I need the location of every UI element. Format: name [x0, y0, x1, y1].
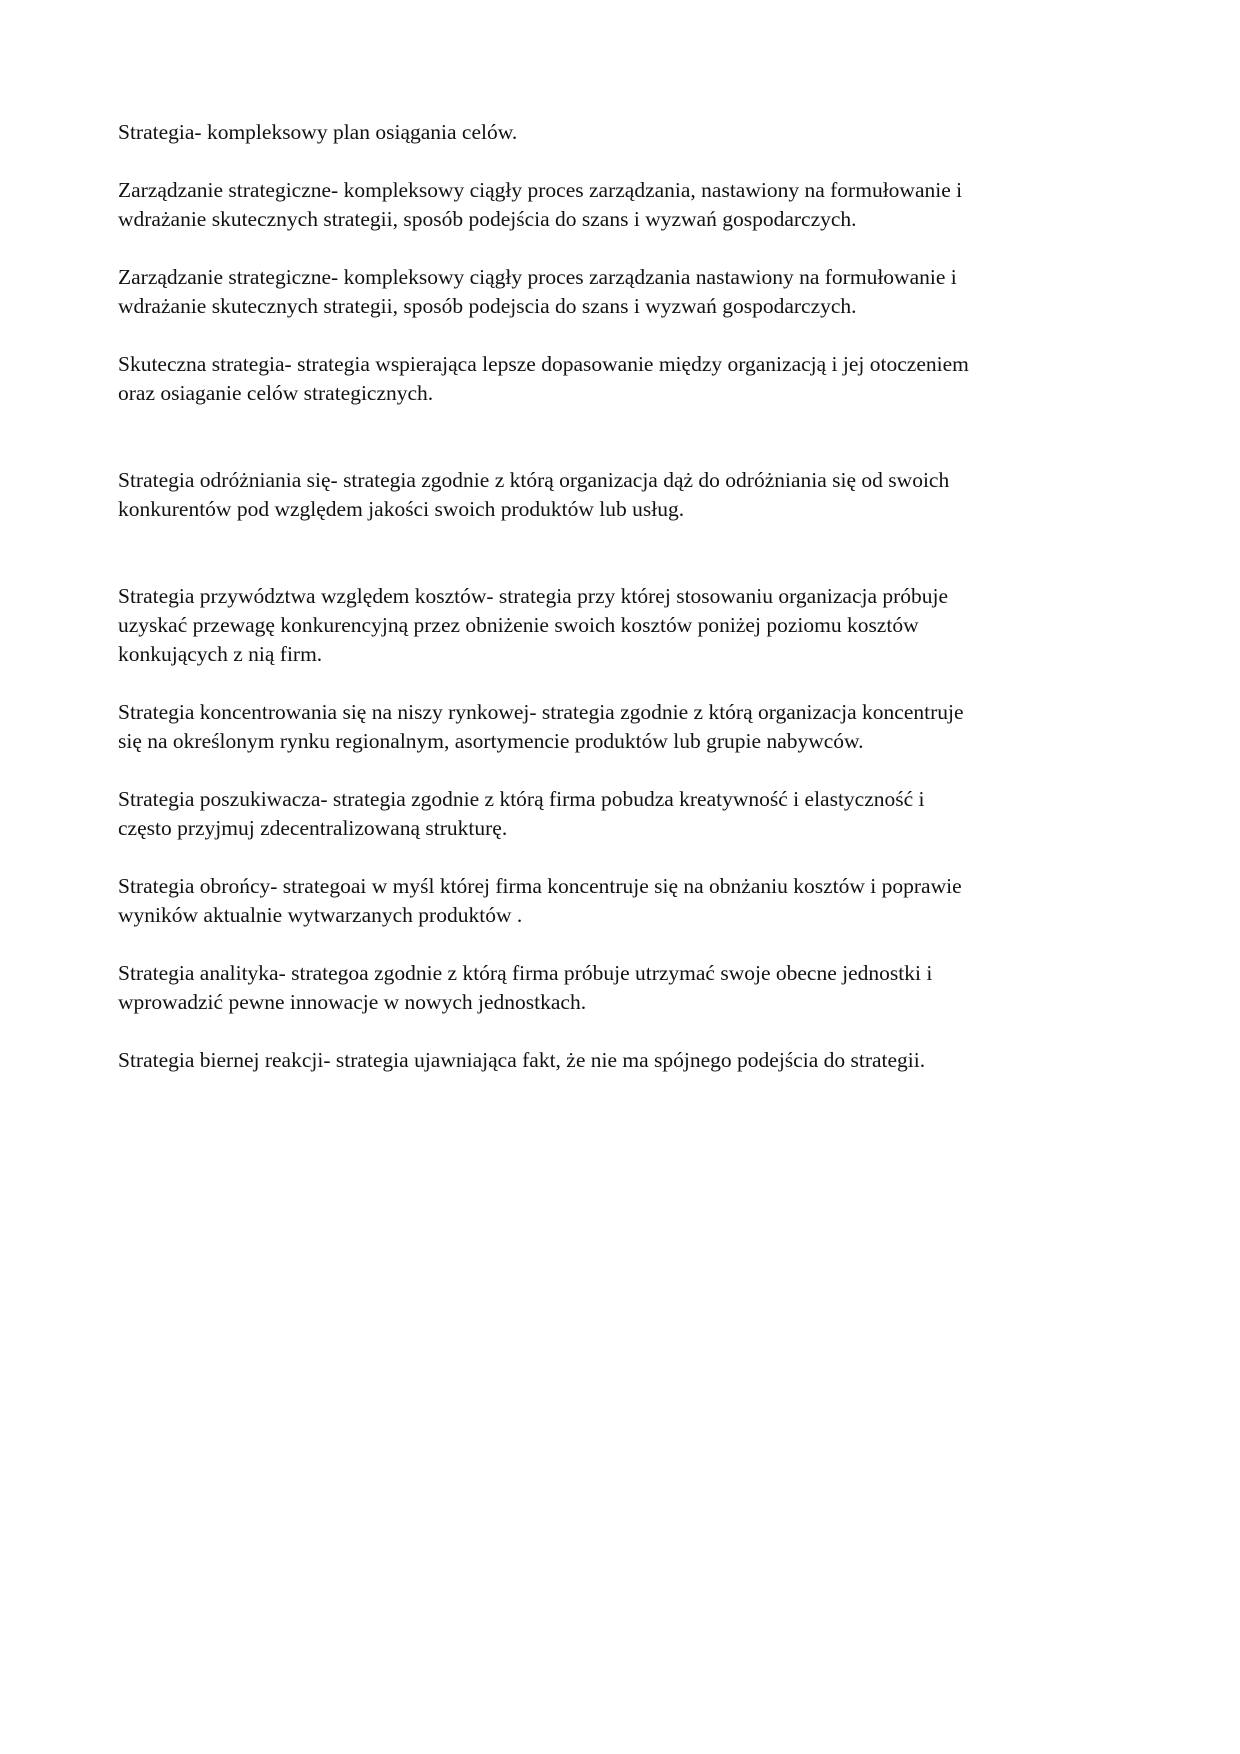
- text-line: się na określonym rynku regionalnym, asortymencie produktów lub grupie nabywców.: [118, 729, 864, 753]
- text-line: wdrażanie skutecznych strategii, sposób podejścia do szans i wyzwań gospodarczych.: [118, 207, 857, 231]
- text-line: Strategia- kompleksowy plan osiągania celów.: [118, 120, 518, 144]
- paragraph-strategia-poszukiwacza: [118, 785, 1118, 843]
- text-line: Zarządzanie strategiczne- kompleksowy ciągły proces zarządzania nastawiony na formułowanie i: [118, 265, 957, 289]
- text-line: Strategia analityka- strategoa zgodnie z którą firma próbuje utrzymać swoje obecne jednostki i: [118, 961, 933, 985]
- paragraph-strategia-obroncy: [118, 872, 1118, 930]
- text-line: Strategia poszukiwacza- strategia zgodnie z którą firma pobudza kreatywność i elastyczność i: [118, 787, 925, 811]
- paragraph-zarzadzanie-strategiczne-2: [118, 263, 1118, 321]
- text-line: wdrażanie skutecznych strategii, sposób podejscia do szans i wyzwań gospodarczych.: [118, 294, 857, 318]
- text-line: Strategia koncentrowania się na niszy rynkowej- strategia zgodnie z którą organizacja koncentruje: [118, 700, 964, 724]
- paragraph-strategia-biernej-reakcji: [118, 1046, 1118, 1075]
- text-line: konkurentów pod względem jakości swoich produktów lub usług.: [118, 497, 685, 521]
- paragraph-skuteczna-strategia: [118, 350, 1118, 408]
- text-line: wprowadzić pewne innowacje w nowych jednostkach.: [118, 990, 587, 1014]
- paragraph-strategia: [118, 118, 1118, 147]
- document-body: [118, 118, 1118, 1104]
- paragraph-strategia-koncentrowania: [118, 698, 1118, 756]
- paragraph-strategia-analityka: [118, 959, 1118, 1017]
- text-line: Strategia przywództwa względem kosztów- strategia przy której stosowaniu organizacja próbuje: [118, 584, 949, 608]
- text-line: Strategia obrońcy- strategoai w myśl której firma koncentruje się na obnżaniu kosztów i poprawie: [118, 874, 962, 898]
- text-line: Skuteczna strategia- strategia wspierająca lepsze dopasowanie między organizacją i jej otoczeniem: [118, 352, 969, 376]
- text-line: Strategia biernej reakcji- strategia ujawniająca fakt, że nie ma spójnego podejścia do strategii.: [118, 1048, 926, 1072]
- text-line: konkujących z nią firm.: [118, 642, 323, 666]
- text-line: oraz osiaganie celów strategicznych.: [118, 381, 434, 405]
- text-line: wyników aktualnie wytwarzanych produktów .: [118, 903, 523, 927]
- paragraph-zarzadzanie-strategiczne-1: [118, 176, 1118, 234]
- paragraph-strategia-przywodztwa: [118, 582, 1118, 669]
- text-line: Zarządzanie strategiczne- kompleksowy ciągły proces zarządzania, nastawiony na formułowanie i: [118, 178, 963, 202]
- paragraph-strategia-odrozniania: [118, 466, 1118, 524]
- text-line: Strategia odróżniania się- strategia zgodnie z którą organizacja dąż do odróżniania się od swoich: [118, 468, 950, 492]
- text-line: często przyjmuj zdecentralizowaną strukturę.: [118, 816, 508, 840]
- text-line: uzyskać przewagę konkurencyjną przez obniżenie swoich kosztów poniżej poziomu kosztów: [118, 613, 919, 637]
